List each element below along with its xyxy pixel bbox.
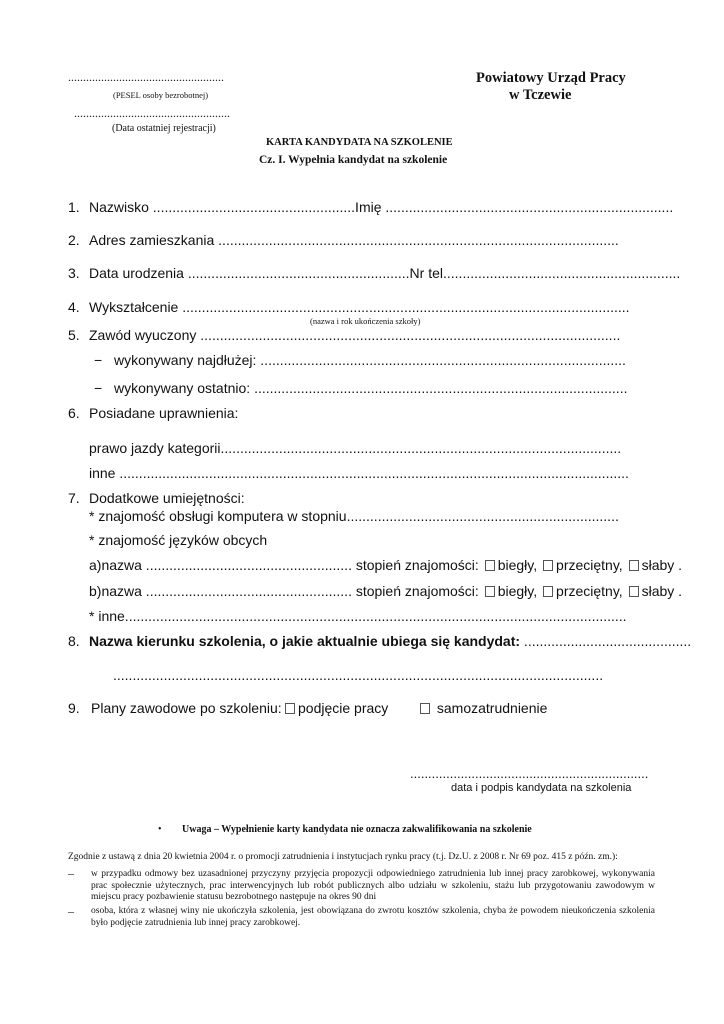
law-item-2: osoba, która z własnej winy nie ukończyła szkolenia, jest obowiązana do zwrotu kosztów szkolenia, chyba że powodem nieukończenia szkolenia było podjęcie zatrudnienia lub innej pracy zarobkowej. [91, 906, 655, 928]
language-b-row [89, 583, 682, 599]
languages-heading: * znajomość języków obcych [89, 532, 268, 548]
field-education[interactable]: Wykształcenie ................................................................................................................... [89, 299, 630, 315]
education-caption: (nazwa i rok ukończenia szkoły) [310, 316, 421, 326]
field-7-number: 7. [68, 490, 80, 506]
checkbox-fluent-a[interactable] [485, 560, 495, 571]
checkbox-weak-a[interactable] [629, 560, 639, 571]
training-course-label: Nazwa kierunku szkolenia, o jakie aktualnie ubiega się kandydat: [89, 633, 521, 649]
option-average-label: przeciętny, [556, 557, 623, 573]
field-6-number: 6. [68, 405, 80, 421]
field-other-qualifications[interactable]: inne ................................................................................................................................... [89, 465, 629, 481]
option-fluent-label: biegły, [497, 583, 538, 599]
checkbox-average-b[interactable] [543, 586, 553, 597]
warning-note: Uwaga – Wypełnienie karty kandydata nie oznacza zakwalifikowania na szkolenie [182, 824, 532, 835]
checkbox-fluent-b[interactable] [485, 586, 495, 597]
office-city: w Tczewie [509, 87, 572, 103]
field-birthdate-phone[interactable]: Data urodzenia .........................................................Nr tel............................................................. [89, 265, 681, 281]
field-language-a[interactable]: a)nazwa ..................................................... stopień znajomości: [89, 557, 479, 573]
field-computer-skills[interactable]: * znajomość obsługi komputera w stopniu...................................................................... [89, 508, 619, 524]
law-item-1: w przypadku odmowy bez uzasadnionej przyczyny przyjęcia propozycji odpowiedniego zatrudnienia lub innej pracy zarobkowej, wykonywania prac społecznie użytecznych, prac interwencyjnych lub robót publicznych albo udziału w szkoleniu, stażu lub przygotowaniu zawodowym w miejscu pracy pozbawienie statusu bezrobotnego następuje na okres 90 dni [91, 869, 655, 902]
field-longest-job[interactable]: wykonywany najdłużej: .............................................................................................. [114, 352, 626, 368]
office-name: Powiatowy Urząd Pracy [476, 70, 626, 86]
field-8-number: 8. [68, 633, 80, 649]
field-last-job[interactable]: wykonywany ostatnio: ................................................................................................ [114, 380, 628, 396]
skills-heading: Dodatkowe umiejętności: [89, 490, 245, 506]
field-training-course[interactable]: ........................................... [520, 633, 692, 649]
registration-date-line[interactable]: .................................................... [74, 106, 230, 120]
option-fluent-label: biegły, [497, 557, 538, 573]
signature-line[interactable]: .................................................................. [410, 766, 649, 781]
field-other-skills[interactable]: * inne................................................................................................................................. [89, 608, 627, 624]
field-address[interactable]: Adres zamieszkania ....................................................................................................... [89, 232, 619, 248]
employment-label: podjęcie pracy [298, 700, 389, 716]
dash-icon: – [68, 904, 74, 918]
language-a-row [89, 557, 682, 573]
signature-caption: data i podpis kandydata na szkolenia [451, 782, 632, 794]
field-name-surname[interactable]: Nazwisko ....................................................Imię .......................................................................... [89, 199, 674, 215]
training-course-row [89, 633, 691, 649]
qualifications-heading: Posiadane uprawnienia: [89, 405, 239, 421]
career-option-employment [283, 700, 388, 716]
field-4-number: 4. [68, 299, 80, 315]
dash-icon: − [94, 352, 103, 368]
pesel-caption: (PESEL osoby bezrobotnej) [113, 90, 209, 100]
field-3-number: 3. [68, 265, 80, 281]
field-2-number: 2. [68, 232, 80, 248]
field-language-b[interactable]: b)nazwa ..................................................... stopień znajomości: [89, 583, 479, 599]
checkbox-weak-b[interactable] [629, 586, 639, 597]
form-subtitle: Cz. I. Wypełnia kandydat na szkolenie [259, 154, 448, 166]
career-option-self-employment [418, 700, 547, 716]
field-5-number: 5. [68, 327, 80, 343]
field-profession[interactable]: Zawód wyuczony ............................................................................................................ [89, 327, 621, 343]
option-weak-label: słaby . [641, 583, 683, 599]
option-weak-label: słaby . [641, 557, 683, 573]
pesel-line[interactable]: .................................................... [68, 70, 224, 84]
field-training-course-continued[interactable]: .............................................................................................................................. [113, 667, 604, 683]
checkbox-employment[interactable] [285, 703, 295, 714]
dash-icon: – [68, 866, 74, 880]
field-driving-license[interactable]: prawo jazdy kategorii....................................................................................................... [89, 440, 622, 456]
law-reference: Zgodnie z ustawą z dnia 20 kwietnia 2004 r. o promocji zatrudnienia i instytucjach rynku pracy (t.j. Dz.U. z 2008 r. Nr 69 poz. 415 z późn. zm.): [68, 852, 618, 862]
option-average-label: przeciętny, [556, 583, 623, 599]
registration-date-caption: (Data ostatniej rejestracji) [112, 123, 216, 134]
self-employment-label: samozatrudnienie [436, 700, 548, 716]
bullet-icon: • [158, 824, 162, 835]
dash-icon: − [94, 380, 103, 396]
field-9-number: 9. [68, 700, 80, 716]
field-1-number: 1. [68, 199, 80, 215]
checkbox-average-a[interactable] [543, 560, 553, 571]
form-title: KARTA KANDYDATA NA SZKOLENIE [266, 137, 453, 148]
checkbox-self-employment[interactable] [420, 703, 430, 714]
career-plans-label: Plany zawodowe po szkoleniu: [91, 700, 282, 716]
